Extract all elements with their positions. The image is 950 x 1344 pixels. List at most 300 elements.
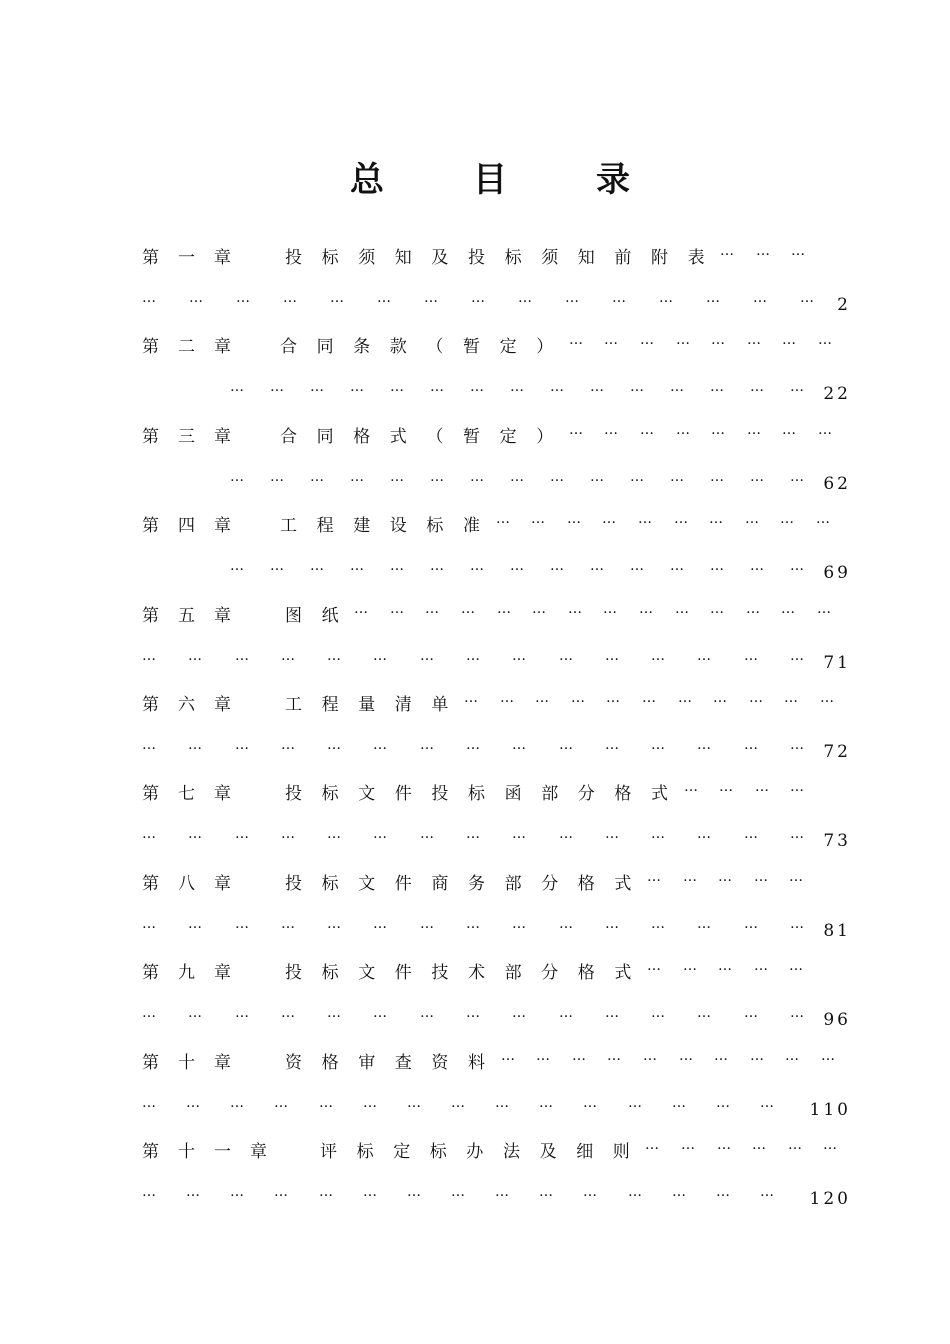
leader-dots: … xyxy=(717,1137,730,1153)
leader-dots: … xyxy=(651,1005,664,1021)
leader-dots: … xyxy=(602,511,615,527)
chapter-title-char: 及 xyxy=(431,248,449,268)
chapter-label-char: 章 xyxy=(214,337,231,357)
leader-dots: … xyxy=(750,558,763,574)
leader-dots: … xyxy=(235,648,248,664)
leader-dots: … xyxy=(500,690,513,706)
chapter-title-char: 纸 xyxy=(321,606,339,626)
leader-dots: … xyxy=(283,290,296,306)
leader-dots: … xyxy=(752,1137,765,1153)
chapter-title-char: 标 xyxy=(356,1142,374,1162)
leader-dots: … xyxy=(559,826,572,842)
leader-dots: … xyxy=(713,690,726,706)
chapter-label-char: 章 xyxy=(214,963,231,983)
leader-dots: … xyxy=(510,469,523,485)
chapter-label-char: 章 xyxy=(214,427,231,447)
toc-entry-continuation xyxy=(0,1095,950,1125)
leader-dots: … xyxy=(550,558,563,574)
leader-dots: … xyxy=(670,469,683,485)
leader-dots: … xyxy=(651,826,664,842)
chapter-label-char: 九 xyxy=(178,963,195,983)
leader-dots: … xyxy=(789,869,802,885)
leader-dots: … xyxy=(512,826,525,842)
toc-entry xyxy=(0,422,950,452)
leader-dots: … xyxy=(281,1005,294,1021)
leader-dots: … xyxy=(466,1005,479,1021)
leader-dots: … xyxy=(590,379,603,395)
leader-dots: … xyxy=(420,737,433,753)
chapter-title-char: 则 xyxy=(612,1142,630,1162)
chapter-title-char: 暂 xyxy=(463,337,480,357)
leader-dots: … xyxy=(630,379,643,395)
leader-dots: … xyxy=(354,601,367,617)
chapter-title-char: 审 xyxy=(358,1053,376,1073)
leader-dots: … xyxy=(750,469,763,485)
leader-dots: … xyxy=(800,290,813,306)
leader-dots: … xyxy=(749,690,762,706)
leader-dots: … xyxy=(420,648,433,664)
chapter-label-char: 第 xyxy=(142,874,159,894)
leader-dots: … xyxy=(716,1184,729,1200)
chapter-title-char: 条 xyxy=(353,337,371,357)
leader-dots: … xyxy=(753,290,766,306)
chapter-title-char: 评 xyxy=(320,1142,337,1162)
leader-dots: … xyxy=(327,916,340,932)
chapter-label-char: 一 xyxy=(178,248,195,268)
chapter-title-char: 办 xyxy=(466,1142,484,1162)
leader-dots: … xyxy=(550,379,563,395)
chapter-title-char: 分 xyxy=(541,963,559,983)
leader-dots: … xyxy=(716,1095,729,1111)
leader-dots: … xyxy=(718,958,731,974)
chapter-title-char: 定 xyxy=(393,1142,411,1162)
leader-dots: … xyxy=(142,737,155,753)
chapter-title-char: 件 xyxy=(394,963,412,983)
leader-dots: … xyxy=(790,469,803,485)
leader-dots: … xyxy=(327,737,340,753)
leader-dots: … xyxy=(424,290,437,306)
leader-dots: … xyxy=(817,601,830,617)
leader-dots: … xyxy=(186,1095,199,1111)
chapter-title-char: 附 xyxy=(651,248,668,268)
leader-dots: … xyxy=(676,332,689,348)
leader-dots: … xyxy=(630,469,643,485)
chapter-title-char: 单 xyxy=(431,695,449,715)
leader-dots: … xyxy=(612,290,625,306)
leader-dots: … xyxy=(590,558,603,574)
chapter-title-char: 定 xyxy=(499,427,517,447)
leader-dots: … xyxy=(230,1184,243,1200)
leader-dots: … xyxy=(310,469,323,485)
leader-dots: … xyxy=(647,869,660,885)
leader-dots: … xyxy=(607,1048,620,1064)
leader-dots: … xyxy=(377,290,390,306)
chapter-title-char: 务 xyxy=(468,874,485,894)
leader-dots: … xyxy=(681,1137,694,1153)
chapter-label-char: 章 xyxy=(214,874,231,894)
page-number: 96 xyxy=(823,1010,851,1030)
leader-dots: … xyxy=(510,379,523,395)
leader-dots: … xyxy=(466,737,479,753)
leader-dots: … xyxy=(420,916,433,932)
chapter-title-char: 标 xyxy=(321,248,339,268)
leader-dots: … xyxy=(274,1184,287,1200)
leader-dots: … xyxy=(470,469,483,485)
chapter-title-char: 查 xyxy=(394,1053,412,1073)
leader-dots: … xyxy=(390,558,403,574)
chapter-title-char: （ xyxy=(426,337,444,357)
leader-dots: … xyxy=(319,1095,332,1111)
leader-dots: … xyxy=(550,469,563,485)
chapter-title-char: 款 xyxy=(389,337,407,357)
leader-dots: … xyxy=(501,1048,514,1064)
leader-dots: … xyxy=(230,379,243,395)
chapter-title-char: 细 xyxy=(576,1142,594,1162)
leader-dots: … xyxy=(471,290,484,306)
toc-entry xyxy=(0,511,950,541)
leader-dots: … xyxy=(142,648,155,664)
leader-dots: … xyxy=(790,779,803,795)
leader-dots: … xyxy=(430,379,443,395)
chapter-title-char: 表 xyxy=(687,248,705,268)
leader-dots: … xyxy=(750,379,763,395)
leader-dots: … xyxy=(270,379,283,395)
leader-dots: … xyxy=(790,379,803,395)
leader-dots: … xyxy=(496,511,509,527)
leader-dots: … xyxy=(754,869,767,885)
leader-dots: … xyxy=(675,601,688,617)
leader-dots: … xyxy=(142,1095,155,1111)
leader-dots: … xyxy=(647,958,660,974)
leader-dots: … xyxy=(642,690,655,706)
chapter-title-char: 式 xyxy=(614,874,632,894)
leader-dots: … xyxy=(790,648,803,664)
chapter-label-char: 六 xyxy=(178,695,195,715)
leader-dots: … xyxy=(790,1005,803,1021)
chapter-title-char: 标 xyxy=(321,874,339,894)
leader-dots: … xyxy=(818,422,831,438)
toc-entry-continuation xyxy=(0,1005,950,1035)
chapter-label-char: 一 xyxy=(214,1142,231,1162)
leader-dots: … xyxy=(572,1048,585,1064)
chapter-label-char: 章 xyxy=(214,516,231,536)
leader-dots: … xyxy=(674,511,687,527)
toc-entry-continuation xyxy=(0,648,950,678)
leader-dots: … xyxy=(670,558,683,574)
chapter-title-char: 投 xyxy=(468,248,485,268)
chapter-label-char: 第 xyxy=(142,516,159,536)
leader-dots: … xyxy=(719,779,732,795)
leader-dots: … xyxy=(782,332,795,348)
chapter-title-char: 程 xyxy=(316,516,334,536)
leader-dots: … xyxy=(651,737,664,753)
leader-dots: … xyxy=(535,690,548,706)
leader-dots: … xyxy=(605,916,618,932)
leader-dots: … xyxy=(823,1137,836,1153)
leader-dots: … xyxy=(711,332,724,348)
leader-dots: … xyxy=(559,737,572,753)
chapter-label-char: 第 xyxy=(142,1142,159,1162)
chapter-title-char: 标 xyxy=(426,516,444,536)
chapter-title-char: 标 xyxy=(468,784,485,804)
leader-dots: … xyxy=(709,511,722,527)
chapter-title-char: 合 xyxy=(280,427,297,447)
leader-dots: … xyxy=(697,916,710,932)
leader-dots: … xyxy=(425,601,438,617)
chapter-label-char: 第 xyxy=(142,963,159,983)
leader-dots: … xyxy=(188,826,201,842)
leader-dots: … xyxy=(281,916,294,932)
leader-dots: … xyxy=(281,737,294,753)
chapter-title-char: 合 xyxy=(280,337,297,357)
leader-dots: … xyxy=(518,290,531,306)
toc-entry-continuation xyxy=(0,737,950,767)
leader-dots: … xyxy=(605,648,618,664)
leader-dots: … xyxy=(821,1048,834,1064)
leader-dots: … xyxy=(744,737,757,753)
chapter-title-char: 格 xyxy=(353,427,371,447)
chapter-label-char: 第 xyxy=(142,606,159,626)
leader-dots: … xyxy=(643,1048,656,1064)
leader-dots: … xyxy=(710,558,723,574)
leader-dots: … xyxy=(790,826,803,842)
chapter-title-char: 标 xyxy=(321,963,339,983)
leader-dots: … xyxy=(720,243,733,259)
leader-dots: … xyxy=(714,1048,727,1064)
leader-dots: … xyxy=(605,826,618,842)
leader-dots: … xyxy=(790,916,803,932)
leader-dots: … xyxy=(310,379,323,395)
chapter-title-char: 准 xyxy=(463,516,480,536)
leader-dots: … xyxy=(235,737,248,753)
leader-dots: … xyxy=(659,290,672,306)
leader-dots: … xyxy=(350,558,363,574)
leader-dots: … xyxy=(420,826,433,842)
chapter-title-char: 式 xyxy=(651,784,668,804)
leader-dots: … xyxy=(466,916,479,932)
leader-dots: … xyxy=(789,958,802,974)
chapter-title-char: ） xyxy=(536,427,554,447)
chapter-title-char: 格 xyxy=(577,874,595,894)
chapter-title-char: 件 xyxy=(394,784,412,804)
chapter-title-char: 技 xyxy=(431,963,449,983)
chapter-title-char: 件 xyxy=(394,874,412,894)
chapter-label-char: 章 xyxy=(214,1053,231,1073)
chapter-label-char: 章 xyxy=(214,695,231,715)
chapter-label-char: 章 xyxy=(250,1142,267,1162)
leader-dots: … xyxy=(373,1005,386,1021)
leader-dots: … xyxy=(755,779,768,795)
leader-dots: … xyxy=(583,1095,596,1111)
chapter-title-char: 工 xyxy=(280,516,297,536)
leader-dots: … xyxy=(188,1005,201,1021)
leader-dots: … xyxy=(746,601,759,617)
chapter-title-char: ） xyxy=(536,337,554,357)
chapter-label-char: 第 xyxy=(142,784,159,804)
leader-dots: … xyxy=(756,243,769,259)
page-number: 62 xyxy=(823,474,851,494)
leader-dots: … xyxy=(274,1095,287,1111)
toc-entry xyxy=(0,779,950,809)
leader-dots: … xyxy=(780,511,793,527)
leader-dots: … xyxy=(363,1095,376,1111)
page-number: 2 xyxy=(837,295,851,315)
chapter-label-char: 十 xyxy=(178,1142,195,1162)
chapter-title-char: 投 xyxy=(431,784,449,804)
leader-dots: … xyxy=(390,601,403,617)
leader-dots: … xyxy=(744,916,757,932)
toc-entry xyxy=(0,869,950,899)
chapter-title-char: （ xyxy=(426,427,444,447)
leader-dots: … xyxy=(430,469,443,485)
leader-dots: … xyxy=(451,1184,464,1200)
chapter-title-char: 部 xyxy=(504,874,522,894)
chapter-title-char: 暂 xyxy=(463,427,480,447)
leader-dots: … xyxy=(407,1095,420,1111)
chapter-label-char: 第 xyxy=(142,427,159,447)
chapter-title-char: 及 xyxy=(539,1142,557,1162)
leader-dots: … xyxy=(710,379,723,395)
chapter-label-char: 第 xyxy=(142,337,159,357)
page-number: 71 xyxy=(823,653,851,673)
chapter-title-char: 分 xyxy=(577,784,595,804)
leader-dots: … xyxy=(497,601,510,617)
leader-dots: … xyxy=(628,1095,641,1111)
chapter-title-char: 定 xyxy=(499,337,517,357)
toc-entry xyxy=(0,958,950,988)
toc-entry-continuation xyxy=(0,916,950,946)
chapter-title-char: 商 xyxy=(431,874,449,894)
leader-dots: … xyxy=(539,1184,552,1200)
leader-dots: … xyxy=(640,332,653,348)
leader-dots: … xyxy=(390,379,403,395)
leader-dots: … xyxy=(672,1095,685,1111)
leader-dots: … xyxy=(559,1005,572,1021)
leader-dots: … xyxy=(651,648,664,664)
chapter-title-char: 标 xyxy=(504,248,522,268)
chapter-label-char: 八 xyxy=(178,874,195,894)
title-char: 总 xyxy=(350,160,384,200)
leader-dots: … xyxy=(230,558,243,574)
chapter-title-char: 分 xyxy=(541,874,559,894)
page-number: 72 xyxy=(823,742,851,762)
chapter-title-char: 程 xyxy=(321,695,339,715)
chapter-title-char: 资 xyxy=(285,1053,302,1073)
chapter-title-char: 投 xyxy=(285,784,302,804)
title-char: 录 xyxy=(596,160,630,200)
chapter-title-char: 格 xyxy=(321,1053,339,1073)
leader-dots: … xyxy=(697,1005,710,1021)
leader-dots: … xyxy=(350,469,363,485)
page-number: 120 xyxy=(809,1189,851,1209)
chapter-title-char: 部 xyxy=(541,784,559,804)
chapter-title-char: 图 xyxy=(285,606,302,626)
leader-dots: … xyxy=(781,601,794,617)
toc-entry xyxy=(0,1048,950,1078)
page-number: 73 xyxy=(823,831,851,851)
chapter-title-char: 建 xyxy=(353,516,371,536)
leader-dots: … xyxy=(569,422,582,438)
chapter-title-char: 部 xyxy=(504,963,522,983)
leader-dots: … xyxy=(760,1095,773,1111)
leader-dots: … xyxy=(186,1184,199,1200)
leader-dots: … xyxy=(638,511,651,527)
leader-dots: … xyxy=(565,290,578,306)
leader-dots: … xyxy=(142,1184,155,1200)
leader-dots: … xyxy=(710,601,723,617)
leader-dots: … xyxy=(281,648,294,664)
leader-dots: … xyxy=(373,826,386,842)
chapter-title-char: 料 xyxy=(468,1053,485,1073)
toc-entry xyxy=(0,690,950,720)
leader-dots: … xyxy=(683,869,696,885)
page-number: 110 xyxy=(809,1100,851,1120)
leader-dots: … xyxy=(820,690,833,706)
leader-dots: … xyxy=(747,332,760,348)
chapter-label-char: 四 xyxy=(178,516,195,536)
leader-dots: … xyxy=(373,916,386,932)
chapter-label-char: 第 xyxy=(142,1053,159,1073)
toc-entry xyxy=(0,1137,950,1167)
leader-dots: … xyxy=(628,1184,641,1200)
leader-dots: … xyxy=(536,1048,549,1064)
leader-dots: … xyxy=(390,469,403,485)
chapter-title-char: 标 xyxy=(321,784,339,804)
leader-dots: … xyxy=(373,648,386,664)
chapter-label-char: 七 xyxy=(178,784,195,804)
leader-dots: … xyxy=(750,1048,763,1064)
leader-dots: … xyxy=(327,1005,340,1021)
leader-dots: … xyxy=(189,290,202,306)
leader-dots: … xyxy=(706,290,719,306)
leader-dots: … xyxy=(319,1184,332,1200)
leader-dots: … xyxy=(188,916,201,932)
leader-dots: … xyxy=(235,826,248,842)
leader-dots: … xyxy=(230,469,243,485)
toc-entry-continuation xyxy=(0,469,950,499)
chapter-title-char: 须 xyxy=(541,248,559,268)
leader-dots: … xyxy=(571,690,584,706)
leader-dots: … xyxy=(684,779,697,795)
leader-dots: … xyxy=(605,1005,618,1021)
leader-dots: … xyxy=(606,690,619,706)
leader-dots: … xyxy=(430,558,443,574)
leader-dots: … xyxy=(645,1137,658,1153)
leader-dots: … xyxy=(451,1095,464,1111)
leader-dots: … xyxy=(683,958,696,974)
leader-dots: … xyxy=(532,601,545,617)
chapter-title-char: 设 xyxy=(389,516,407,536)
chapter-label-char: 十 xyxy=(178,1053,195,1073)
chapter-title-char: 清 xyxy=(394,695,412,715)
leader-dots: … xyxy=(559,916,572,932)
leader-dots: … xyxy=(539,1095,552,1111)
chapter-title-char: 同 xyxy=(316,427,334,447)
leader-dots: … xyxy=(512,648,525,664)
chapter-title-char: 式 xyxy=(389,427,407,447)
leader-dots: … xyxy=(142,1005,155,1021)
toc-entry xyxy=(0,332,950,362)
leader-dots: … xyxy=(230,1095,243,1111)
chapter-title-char: 投 xyxy=(285,874,302,894)
leader-dots: … xyxy=(697,826,710,842)
chapter-title-char: 量 xyxy=(358,695,376,715)
toc-entry xyxy=(0,243,950,273)
leader-dots: … xyxy=(470,379,483,395)
leader-dots: … xyxy=(330,290,343,306)
chapter-title-char: 工 xyxy=(285,695,302,715)
leader-dots: … xyxy=(512,1005,525,1021)
